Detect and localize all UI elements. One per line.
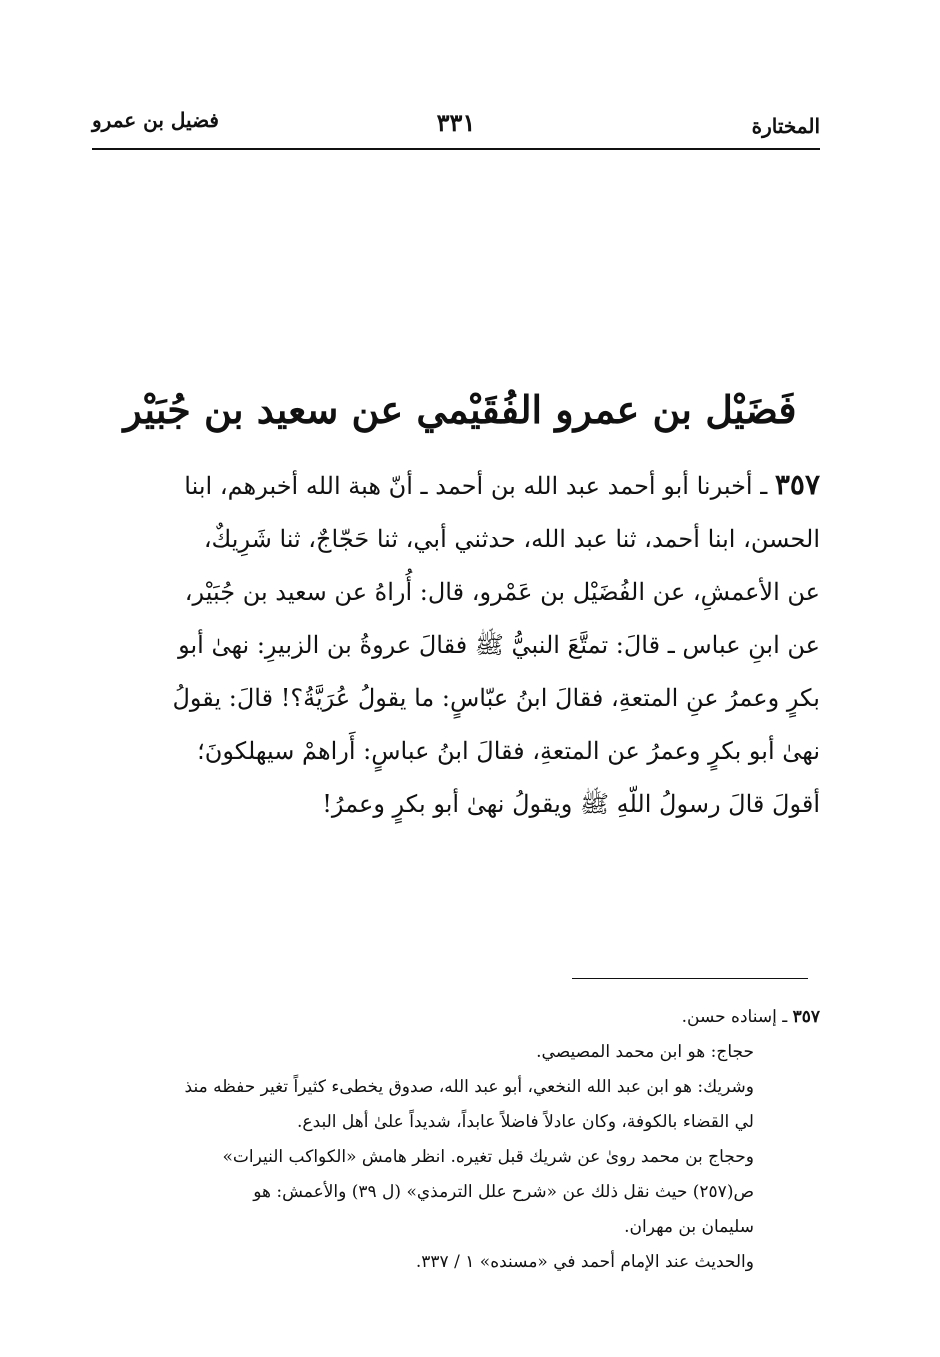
footnote-line: لي القضاء بالكوفة، وكان عادلاً فاضلاً عابداً، شديداً علىٰ أهل البدع. <box>297 1112 754 1132</box>
header-book-title: المختارة <box>751 114 820 138</box>
footnotes <box>92 1000 820 1280</box>
header-section-title: فضيل بن عمرو <box>92 108 219 132</box>
chapter-title: فَضَيْل بن عمرو الفُقَيْمي عن سعيد بن جُبَيْر <box>123 387 797 432</box>
hadith-line: الحسن، ابنا أحمد، ثنا عبد الله، حدثني أبي، ثنا حَجّاجٌ، ثنا شَرِيكٌ، <box>203 525 820 553</box>
hadith-line: نهىٰ أبو بكرٍ وعمرُ عن المتعةِ، فقالَ ابنُ عباسٍ: أَراهمْ سيهلكونَ؛ <box>197 737 820 765</box>
footnote-line: ٣٥٧ ـ إسناده حسن. <box>681 1007 820 1027</box>
hadith-line: أقولَ قالَ رسولُ اللّهِ ﷺ ويقولُ نهىٰ أبو بكرٍ وعمرُ! <box>322 790 820 818</box>
running-header <box>92 108 820 148</box>
hadith-line: عن ابنِ عباس ـ قالَ: تمتَّعَ النبيُّ ﷺ فقالَ عروةُ بن الزبيرِ: نهىٰ أبو <box>178 631 820 659</box>
hadith-line: عن الأعمشِ، عن الفُضَيْل بن عَمْرو، قال: أُراهُ عن سعيد بن جُبَيْر، <box>184 578 820 606</box>
header-rule <box>92 148 820 150</box>
footnote-line: سليمان بن مهران. <box>624 1217 754 1237</box>
hadith-line: بكرٍ وعمرُ عنِ المتعةِ، فقالَ ابنُ عبّاسٍ: ما يقولُ عُرَيَّةُ؟! قالَ: يقولُ <box>172 684 820 712</box>
footnote-number: ٣٥٧ <box>792 1007 820 1027</box>
page-number: ٣٣١ <box>436 108 476 137</box>
footnote-line: وشريك: هو ابن عبد الله النخعي، أبو عبد الله، صدوق يخطىء كثيراً تغير حفظه منذ <box>184 1077 754 1097</box>
footnote-line: حجاج: هو ابن محمد المصيصي. <box>536 1042 754 1062</box>
footnote-line: وحجاج بن محمد روىٰ عن شريك قبل تغيره. انظر هامش «الكواكب النيرات» <box>222 1147 754 1167</box>
footnote-line: ص(٢٥٧) حيث نقل ذلك عن «شرح علل الترمذي» (ل ٣٩) والأعمش: هو <box>253 1182 754 1202</box>
hadith-text <box>88 458 820 831</box>
hadith-number: ٣٥٧ <box>774 468 820 501</box>
footnote-rule <box>572 978 808 979</box>
hadith-line: ٣٥٧ ـ أخبرنا أبو أحمد عبد الله بن أحمد ـ أنّ هبة الله أخبرهم، ابنا <box>184 468 820 501</box>
footnote-line: والحديث عند الإمام أحمد في «مسنده» ١ / ٣٣٧. <box>415 1252 754 1272</box>
